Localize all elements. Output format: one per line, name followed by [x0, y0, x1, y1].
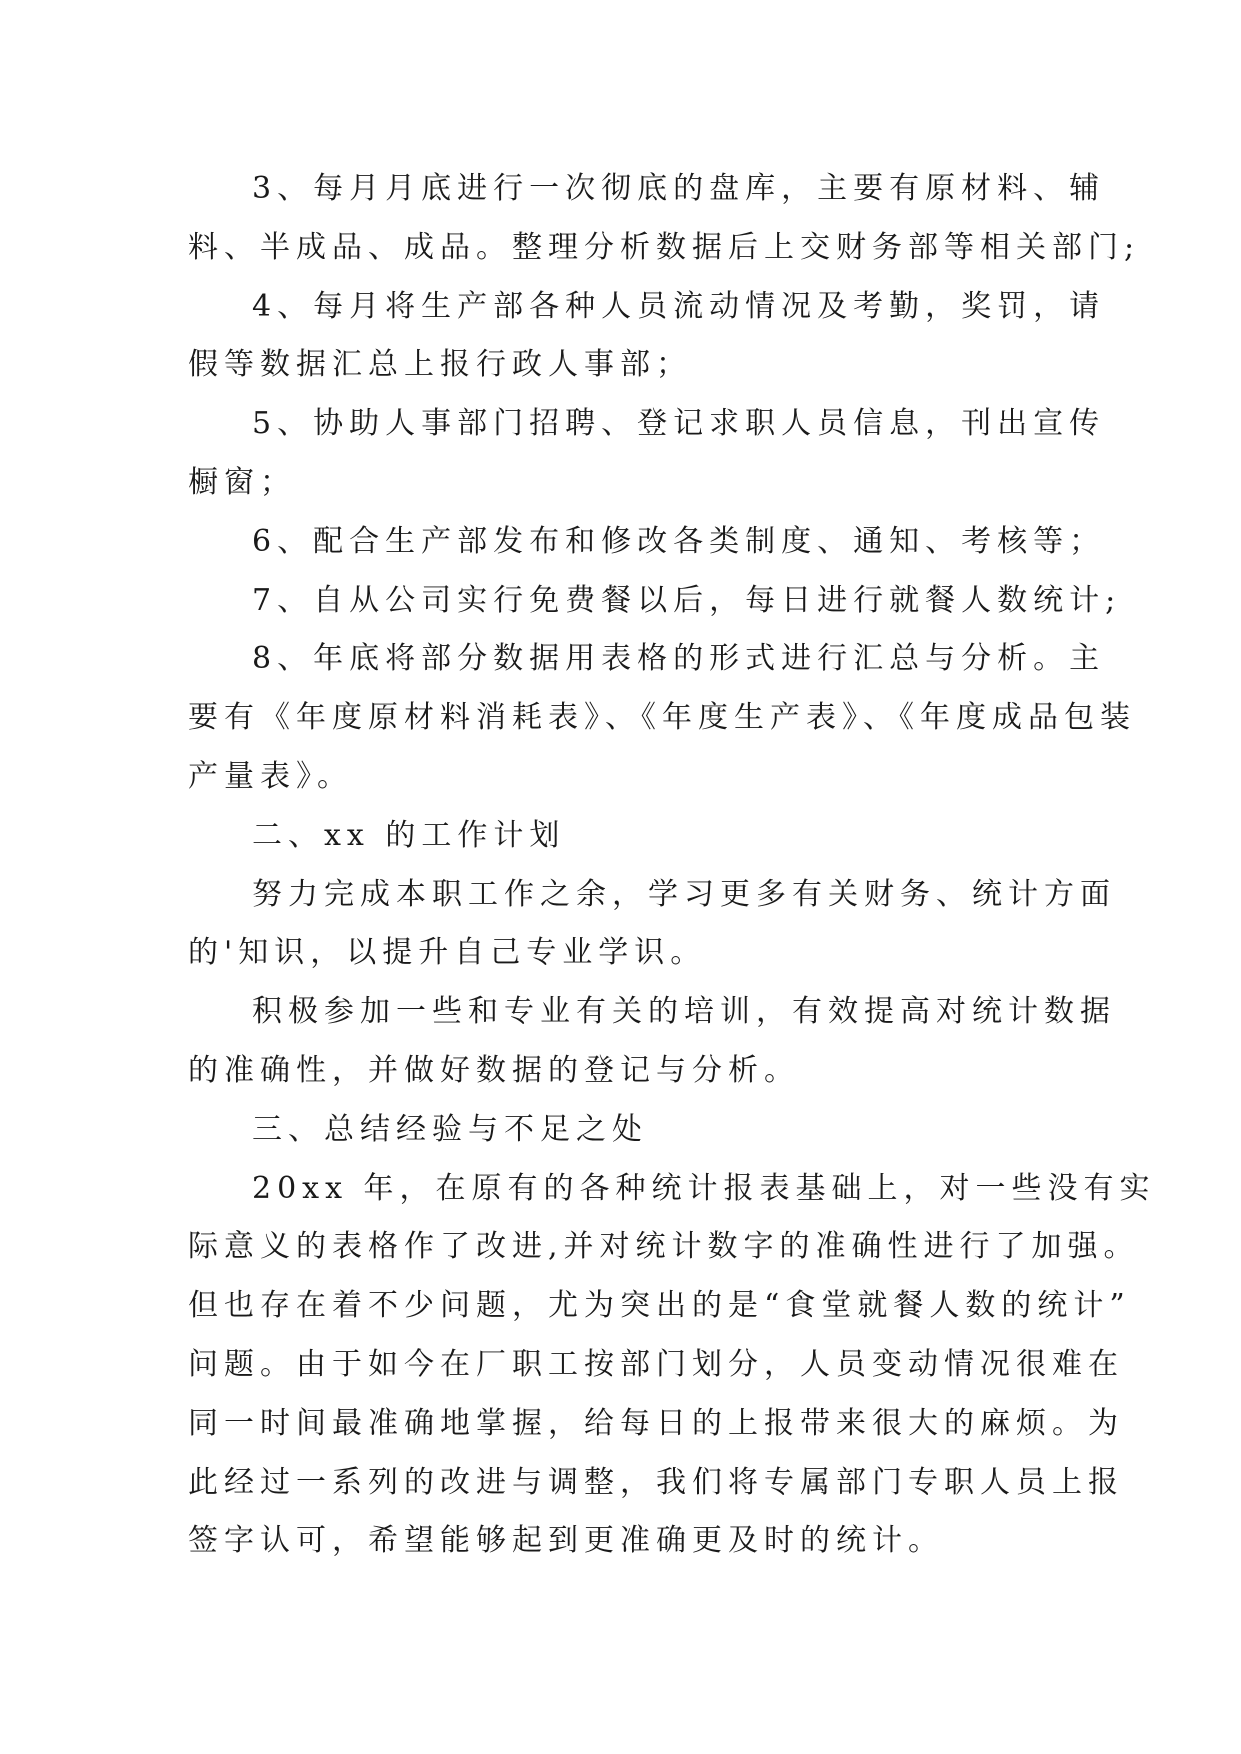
text-line: 的准确性，并做好数据的登记与分析。: [188, 1052, 800, 1088]
text-line: 7、自从公司实行免费餐以后，每日进行就餐人数统计;: [252, 582, 1122, 618]
text-line: 但也存在着不少问题，尤为突出的是“食堂就餐人数的统计”: [188, 1288, 1131, 1324]
text-line: 三、总结经验与不足之处: [252, 1111, 648, 1147]
text-line: 签字认可，希望能够起到更准确更及时的统计。: [188, 1523, 944, 1559]
text-line: 橱窗；: [188, 464, 296, 500]
text-line: 4、每月将生产部各种人员流动情况及考勤，奖罚，请: [252, 288, 1106, 324]
text-line: 积极参加一些和专业有关的培训，有效提高对统计数据: [252, 994, 1116, 1030]
text-line: 际意义的表格作了改进,并对统计数字的准确性进行了加强。: [188, 1229, 1140, 1265]
document-body: [188, 160, 1156, 1571]
text-line: 8、年底将部分数据用表格的形式进行汇总与分析。主: [252, 641, 1106, 677]
text-line: 要有《年度原材料消耗表》、《年度生产表》、《年度成品包装: [188, 700, 1136, 736]
text-line: 努力完成本职工作之余，学习更多有关财务、统计方面: [252, 876, 1116, 912]
text-line: 的'知识，以提升自己专业学识。: [188, 935, 707, 971]
text-line: 20xx 年，在原有的各种统计报表基础上，对一些没有实: [252, 1170, 1156, 1206]
text-line: 此经过一系列的改进与调整，我们将专属部门专职人员上报: [188, 1464, 1124, 1500]
text-line: 二、xx 的工作计划: [252, 817, 566, 853]
text-line: 问题。由于如今在厂职工按部门划分，人员变动情况很难在: [188, 1346, 1124, 1382]
text-line: 3、每月月底进行一次彻底的盘库，主要有原材料、辅: [252, 171, 1106, 206]
text-line: 同一时间最准确地掌握，给每日的上报带来很大的麻烦。为: [188, 1405, 1124, 1441]
text-line: 产量表》。: [188, 758, 353, 794]
text-line: 5、协助人事部门招聘、登记求职人员信息，刊出宣传: [252, 406, 1106, 442]
text-line: 6、配合生产部发布和修改各类制度、通知、考核等；: [252, 523, 1106, 559]
text-line: 假等数据汇总上报行政人事部；: [188, 347, 692, 383]
text-line: 料、半成品、成品。整理分析数据后上交财务部等相关部门;: [188, 229, 1141, 265]
